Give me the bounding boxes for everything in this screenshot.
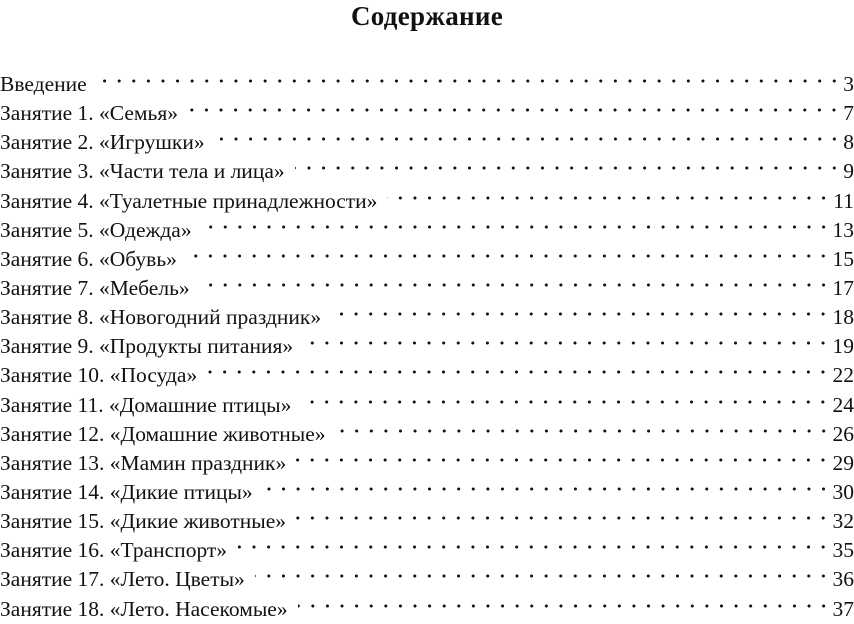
toc-entry-page: 15 <box>831 245 854 274</box>
dot-leader <box>215 120 842 149</box>
dot-leader <box>298 587 831 616</box>
toc-entry-label: Введение <box>0 70 97 99</box>
toc-entry-page: 7 <box>841 99 854 128</box>
toc-entry-page: 22 <box>831 361 854 390</box>
dot-leader <box>296 499 830 528</box>
toc-entry-label: Занятие 16. «Транспорт» <box>0 536 237 565</box>
toc-entry-page: 11 <box>831 187 854 216</box>
toc-entry-label: Занятие 4. «Туалетные принадлежности» <box>0 187 387 216</box>
toc-entry-label: Занятие 3. «Части тела и лица» <box>0 157 295 186</box>
toc-entry-page: 8 <box>841 128 854 157</box>
toc-entry-page: 18 <box>831 303 854 332</box>
toc-entry-page: 24 <box>831 391 854 420</box>
toc-entry-page: 19 <box>831 332 854 361</box>
toc-entry-page: 26 <box>831 420 854 449</box>
toc-entry-page: 17 <box>831 274 854 303</box>
toc-entry-label: Занятие 2. «Игрушки» <box>0 128 215 157</box>
dot-leader <box>237 528 830 557</box>
dot-leader <box>200 266 831 295</box>
dot-leader <box>331 295 830 324</box>
dot-leader <box>296 441 830 470</box>
toc-entry-label: Занятие 6. «Обувь» <box>0 245 187 274</box>
toc-entry-label: Занятие 17. «Лето. Цветы» <box>0 565 255 594</box>
table-of-contents <box>0 62 854 616</box>
toc-entry-page: 32 <box>831 507 854 536</box>
toc-entry-label: Занятие 9. «Продукты питания» <box>0 332 303 361</box>
toc-entry-page: 35 <box>831 536 854 565</box>
toc-entry-label: Занятие 11. «Домашние птицы» <box>0 391 301 420</box>
dot-leader <box>301 383 830 412</box>
toc-entry-label: Занятие 1. «Семья» <box>0 99 188 128</box>
toc-entry-page: 29 <box>831 449 854 478</box>
dot-leader <box>187 237 831 266</box>
toc-entry-label: Занятие 8. «Новогодний праздник» <box>0 303 331 332</box>
dot-leader <box>202 208 831 237</box>
toc-entry-page: 36 <box>831 565 854 594</box>
dot-leader <box>263 470 831 499</box>
dot-leader <box>207 353 830 382</box>
toc-entry-page: 9 <box>841 157 854 186</box>
toc-entry-page: 37 <box>831 595 854 624</box>
dot-leader <box>188 91 841 120</box>
toc-entry-page: 3 <box>841 70 854 99</box>
dot-leader <box>295 149 842 178</box>
toc-entry-label: Занятие 14. «Дикие птицы» <box>0 478 263 507</box>
toc-entry-label: Занятие 13. «Мамин праздник» <box>0 449 296 478</box>
toc-entry-label: Занятие 7. «Мебель» <box>0 274 200 303</box>
toc-entry-label: Занятие 10. «Посуда» <box>0 361 207 390</box>
toc-entry-label: Занятие 18. «Лето. Насекомые» <box>0 595 298 624</box>
toc-entry-label: Занятие 12. «Домашние животные» <box>0 420 336 449</box>
toc-entry[interactable] <box>0 62 854 91</box>
toc-entry-label: Занятие 5. «Одежда» <box>0 216 202 245</box>
toc-entry-page: 30 <box>831 478 854 507</box>
toc-entry[interactable] <box>0 91 854 120</box>
dot-leader <box>336 412 831 441</box>
toc-entry-label: Занятие 15. «Дикие животные» <box>0 507 296 536</box>
dot-leader <box>303 324 830 353</box>
toc-entry-page: 13 <box>831 216 854 245</box>
page-title: Содержание <box>0 0 854 32</box>
dot-leader <box>97 62 842 91</box>
dot-leader <box>387 179 831 208</box>
dot-leader <box>255 557 831 586</box>
